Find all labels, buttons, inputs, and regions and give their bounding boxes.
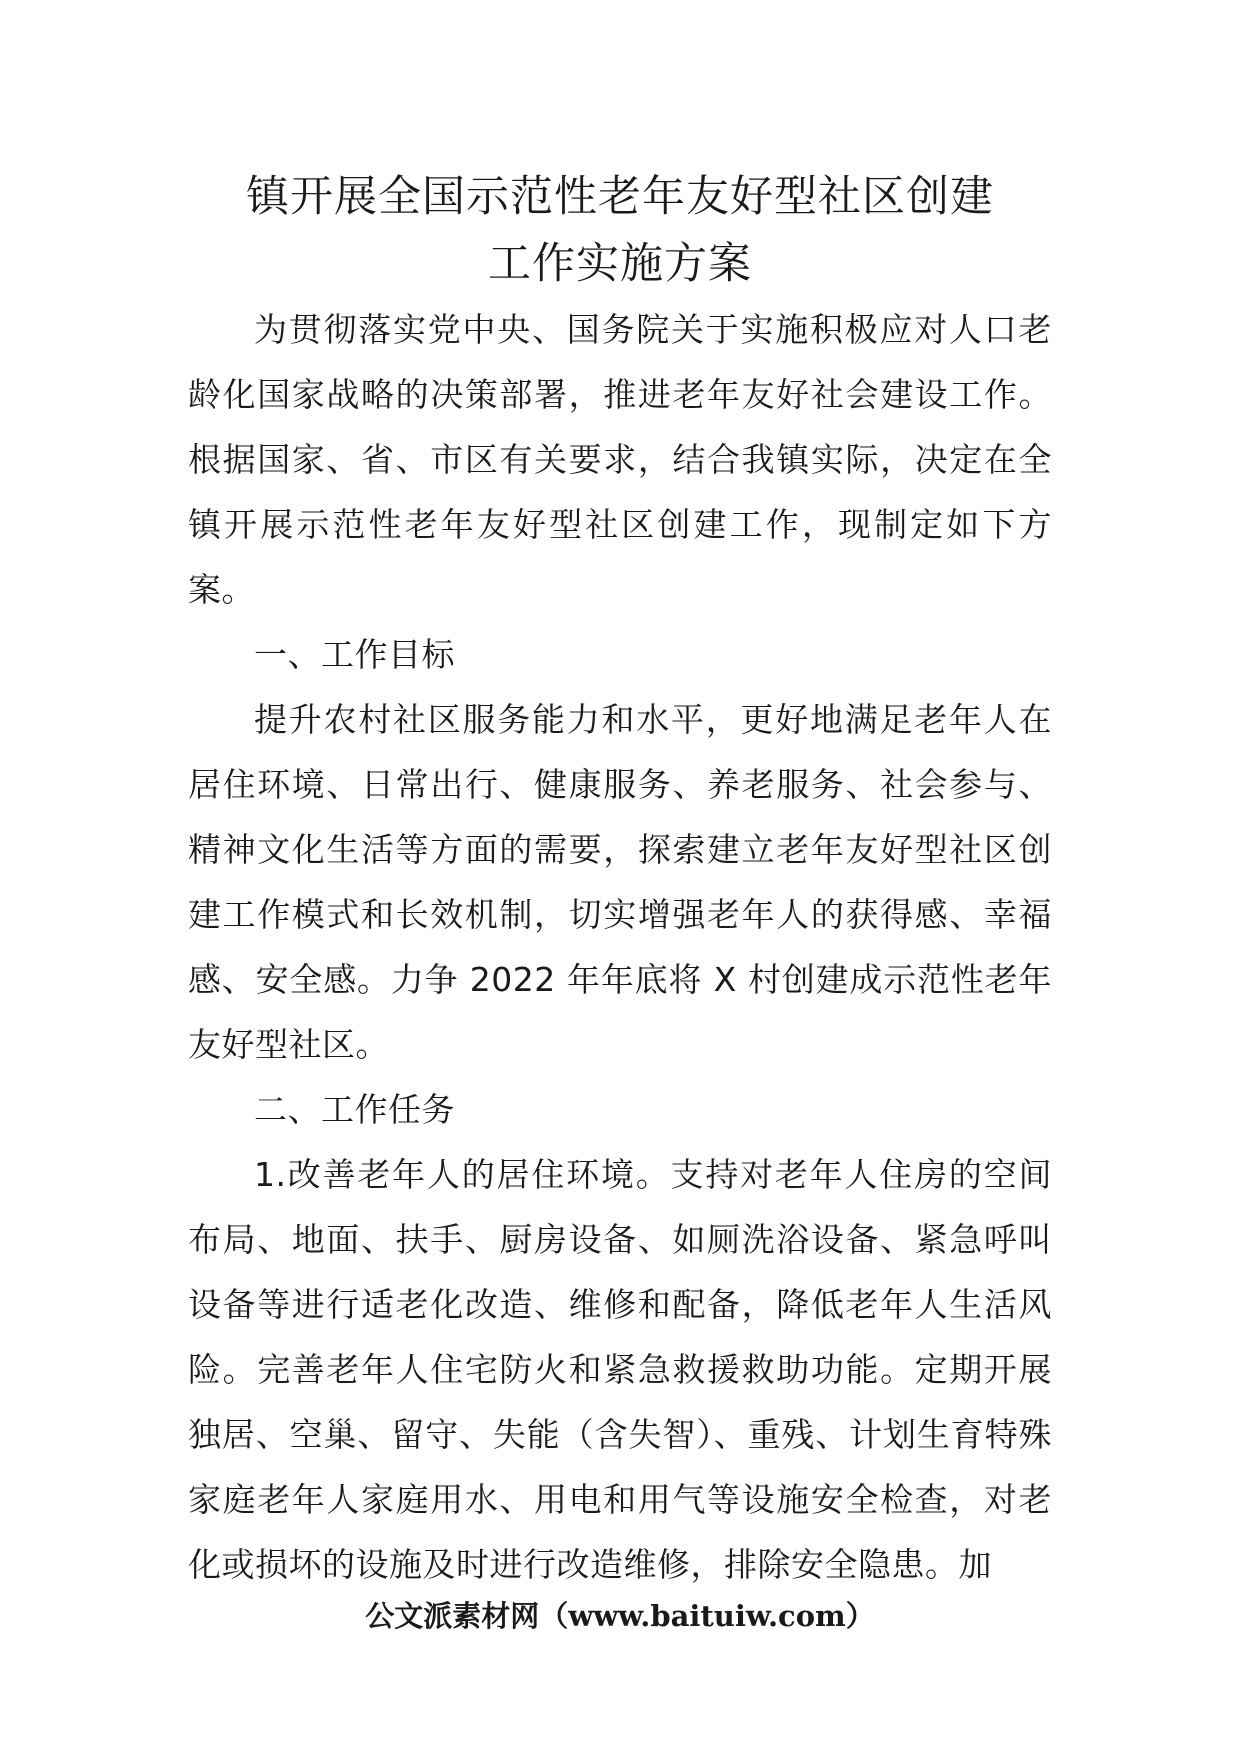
task-1-paragraph: 1.改善老年人的居住环境。支持对老年人住房的空间布局、地面、扶手、厨房设备、如厕洗浴设备、紧急呼叫设备等进行适老化改造、维修和配备，降低老年人生活风险。完善老年人住宅防火和紧急救援救助功能。定期开展独居、空巢、留守、失能（含失智）、重残、计划生育特殊家庭老年人家庭用水、用电和用气等设施安全检查，对老化或损坏的设施及时进行改造维修，排除安全隐患。加 (188, 1155, 1052, 1584)
document-title-line-2: 工作实施方案 (488, 239, 752, 289)
footer-watermark: 公文派素材网（www.baituiw.com） (365, 1599, 875, 1633)
goals-paragraph: 提升农村社区服务能力和水平，更好地满足老年人在居住环境、日常出行、健康服务、养老服务、社会参与、精神文化生活等方面的需要，探索建立老年友好型社区创建工作模式和长效机制，切实增强老年人的获得感、幸福感、安全感。力争 2022 年年底将 X 村创建成示范性老年友好型社区。 (188, 700, 1052, 1064)
document-title-line-1: 镇开展全国示范性老年友好型社区创建 (246, 172, 994, 222)
section-heading-goals: 一、工作目标 (254, 635, 455, 674)
section-heading-tasks: 二、工作任务 (254, 1090, 455, 1129)
intro-paragraph: 为贯彻落实党中央、国务院关于实施积极应对人口老龄化国家战略的决策部署，推进老年友好社会建设工作。根据国家、省、市区有关要求，结合我镇实际，决定在全镇开展示范性老年友好型社区创建工作，现制定如下方案。 (188, 310, 1052, 609)
document-body (188, 297, 1052, 1597)
